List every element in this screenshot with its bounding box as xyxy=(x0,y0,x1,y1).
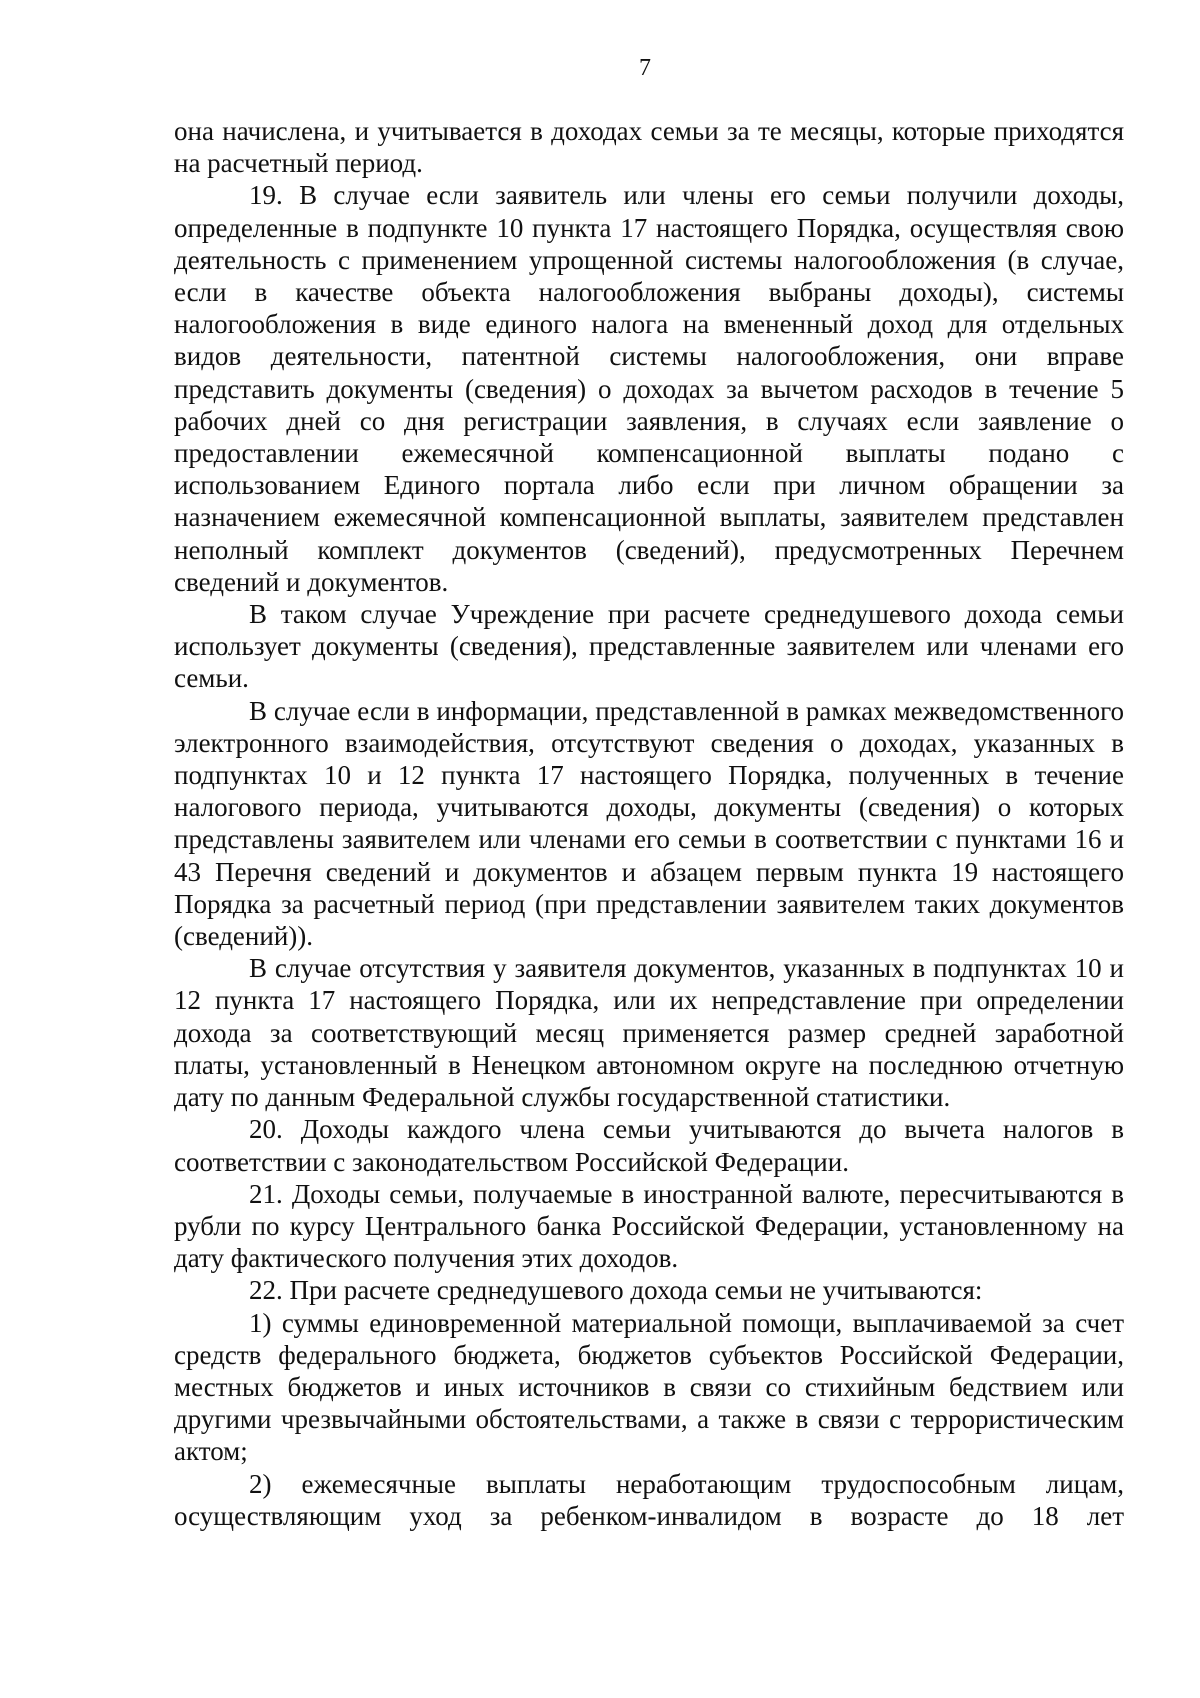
paragraph: 2) ежемесячные выплаты неработающим трудоспособным лицам, осуществляющим уход за ребенком-инвалидом в возрасте до 18 лет xyxy=(174,1468,1124,1531)
paragraph: 19. В случае если заявитель или члены его семьи получили доходы, определенные в подпункте 10 пункта 17 настоящего Порядка, осуществляя свою деятельность с применением упрощенной системы налогообложения (в случае, если в качестве объекта налогообложения выбраны доходы), системы налогообложения в виде единого налога на вмененный доход для отдельных видов деятельности, патентной системы налогообложения, они вправе представить документы (сведения) о доходах за вычетом расходов в течение 5 рабочих дней со дня регистрации заявления, в случаях если заявление о предоставлении ежемесячной компенсационной выплаты подано с использованием Единого портала либо если при личном обращении за назначением ежемесячной компенсационной выплаты, заявителем представлен неполный комплект документов (сведений), предусмотренных Перечнем сведений и документов. xyxy=(174,180,1124,597)
paragraph: 1) суммы единовременной материальной помощи, выплачиваемой за счет средств федерального бюджета, бюджетов субъектов Российской Федерации, местных бюджетов и иных источников в связи со стихийным бедствием или другими чрезвычайными обстоятельствами, а также в связи с террористическим актом; xyxy=(174,1307,1124,1467)
paragraph: 22. При расчете среднедушевого дохода семьи не учитываются: xyxy=(249,1275,983,1306)
paragraph: В случае если в информации, представленной в рамках межведомственного электронного взаимодействия, отсутствуют сведения о доходах, указанных в подпунктах 10 и 12 пункта 17 настоящего Порядка, полученных в течение налогового периода, учитываются доходы, документы (сведения) о которых представлены заявителем или членами его семьи в соответствии с пунктами 16 и 43 Перечня сведений и документов и абзацем первым пункта 19 настоящего Порядка за расчетный период (при представлении заявителем таких документов (сведений)). xyxy=(174,695,1124,952)
page-number: 7 xyxy=(639,55,651,81)
paragraph: она начислена, и учитывается в доходах семьи за те месяцы, которые приходятся на расчетный период. xyxy=(174,116,1124,179)
document-body xyxy=(174,115,1124,1532)
paragraph: В таком случае Учреждение при расчете среднедушевого дохода семьи использует документы (сведения), представленные заявителем или членами его семьи. xyxy=(174,599,1124,694)
paragraph: 20. Доходы каждого члена семьи учитываются до вычета налогов в соответствии с законодательством Российской Федерации. xyxy=(174,1114,1124,1177)
paragraph: 21. Доходы семьи, получаемые в иностранной валюте, пересчитываются в рубли по курсу Центрального банка Российской Федерации, установленному на дату фактического получения этих доходов. xyxy=(174,1178,1124,1274)
paragraph: В случае отсутствия у заявителя документов, указанных в подпунктах 10 и 12 пункта 17 настоящего Порядка, или их непредставление при определении дохода за соответствующий месяц применяется размер средней заработной платы, установленный в Ненецком автономном округе на последнюю отчетную дату по данным Федеральной службы государственной статистики. xyxy=(174,953,1124,1113)
